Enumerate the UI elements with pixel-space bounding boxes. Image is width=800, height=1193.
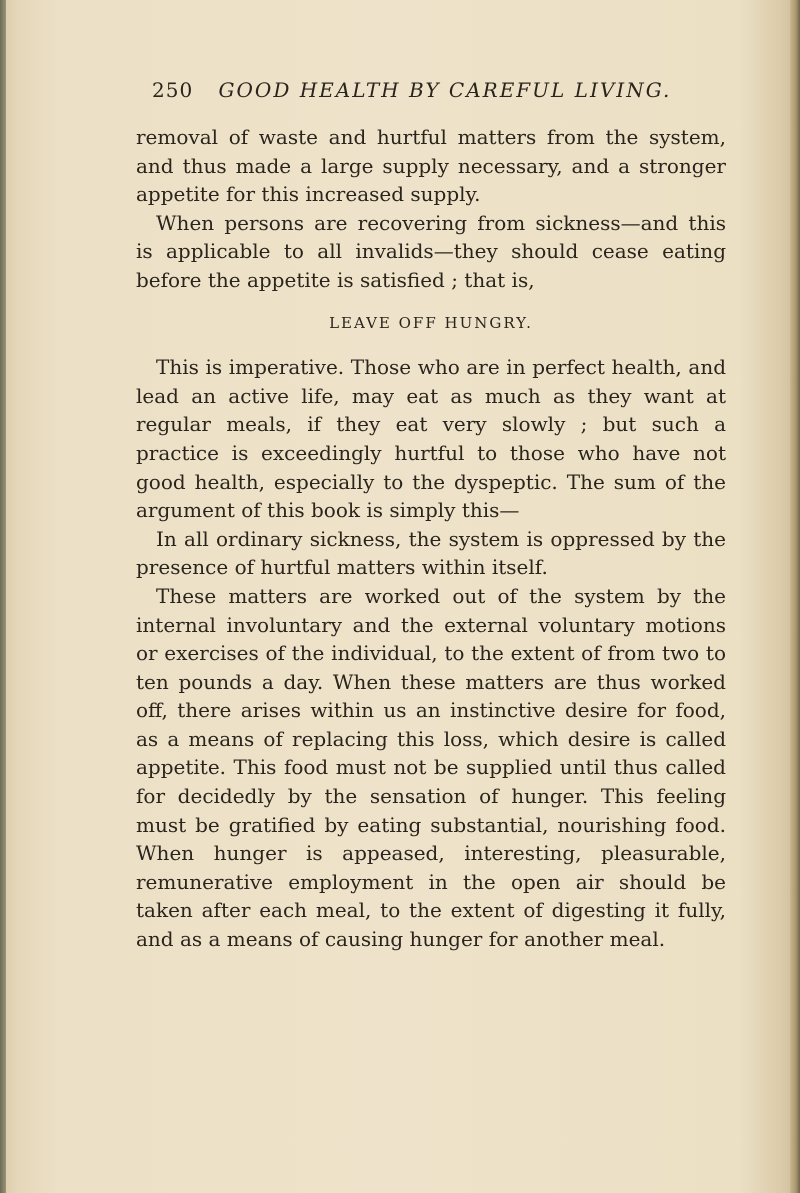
paragraph-3: This is imperative. Those who are in perfect health, and lead an active life, may eat as much as they want at regular meals, if they eat very slowly ; but such a practice is exceedingly hurtful to those who have not good health, especially to the dyspeptic. The sum of the argument of this book is simply this— [136,355,726,523]
paragraph-5: These matters are worked out of the system by the internal involuntary and the external voluntary motions or exercises of the individual, to the extent of from two to ten pounds a day. When these matters are thus worked off, there arises within us an instinctive desire for food, as a means of replacing this loss, which desire is called appetite. This food must not be supplied until thus called for decidedly by the sensation of hunger. This feeling must be gratified by eating substantial, nourishing food. When hunger is appeased, interesting, pleasurable, remunerative employment in the open air should be taken after each meal, to the extent of digesting it fully, and as a means of causing hunger for another meal. [136,583,726,952]
running-title: GOOD HEALTH BY CAREFUL LIVING. [218,78,672,102]
paragraph-2: When persons are recovering from sickness—and this is applicable to all invalids—they should cease eating before the appetite is satisfied ; that is, [136,210,726,292]
running-header [152,78,672,108]
paragraph-4: In all ordinary sickness, the system is oppressed by the presence of hurtful matters within itself. [136,526,726,580]
page-number: 250 [152,78,194,102]
paragraph-1: removal of waste and hurtful matters from the system, and thus made a large supply necessary, and a stronger appetite for this increased supply. [136,125,726,207]
section-heading: LEAVE OFF HUNGRY. [329,313,533,332]
page-edge-right [790,0,800,1193]
page-gutter-left [0,0,6,1193]
page-body [136,123,726,954]
